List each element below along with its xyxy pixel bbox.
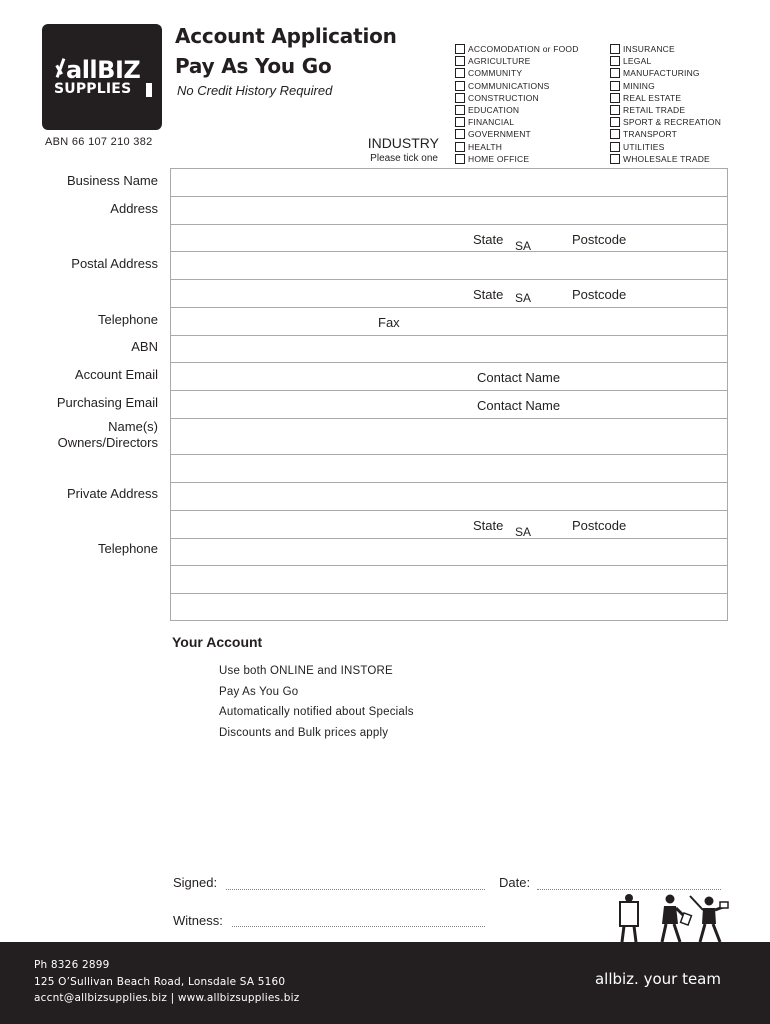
industry-label: INDUSTRY — [367, 135, 439, 151]
purchasing-email-field[interactable] — [171, 391, 727, 419]
footer-address: 125 O’Sullivan Beach Road, Lonsdale SA 5160 — [34, 976, 286, 988]
label-private-telephone: Telephone — [98, 541, 158, 556]
label-private-address: Private Address — [66, 486, 158, 501]
address-field[interactable] — [171, 197, 727, 225]
checkbox-icon[interactable] — [610, 129, 620, 139]
industry-option[interactable]: LEGAL — [610, 55, 721, 67]
footer-slogan: allbiz. your team — [594, 970, 721, 988]
checkbox-icon[interactable] — [455, 142, 465, 152]
leg-shape — [713, 924, 720, 942]
checkbox-icon[interactable] — [610, 81, 620, 91]
industry-option[interactable]: GOVERNMENT — [455, 128, 579, 140]
head-shape — [666, 895, 675, 904]
industry-option[interactable]: FINANCIAL — [455, 116, 579, 128]
private-telephone-field-2[interactable] — [171, 566, 727, 594]
telephone-field[interactable] — [171, 308, 727, 336]
postcode-label: Postcode — [572, 232, 627, 247]
owners-field[interactable] — [171, 419, 727, 455]
industry-option[interactable]: ACCOMODATION or FOOD — [455, 43, 579, 55]
company-abn: ABN 66 107 210 382 — [45, 136, 153, 148]
label-address: Address — [110, 201, 158, 216]
checkbox-icon[interactable] — [610, 56, 620, 66]
postcode-label: Postcode — [572, 518, 627, 533]
checkbox-icon[interactable] — [455, 129, 465, 139]
contact-name-label: Contact Name — [477, 398, 561, 413]
benefit-item: Automatically notified about Specials — [219, 706, 414, 718]
checkbox-icon[interactable] — [610, 105, 620, 115]
private-telephone-field-3[interactable] — [171, 594, 727, 621]
leg-shape — [674, 924, 680, 942]
checkbox-icon[interactable] — [610, 117, 620, 127]
checkbox-icon[interactable] — [455, 81, 465, 91]
industry-option[interactable]: RETAIL TRADE — [610, 104, 721, 116]
industry-hint: Please tick one — [370, 153, 438, 164]
page-subtitle: Pay As You Go — [175, 54, 332, 78]
private-state-row[interactable] — [171, 511, 727, 539]
head-shape — [625, 894, 633, 902]
industry-option[interactable]: WHOLESALE TRADE — [610, 153, 721, 165]
label-telephone: Telephone — [98, 312, 158, 327]
checkmark-icon — [52, 58, 64, 78]
head-shape — [705, 897, 714, 906]
state-label: State — [473, 232, 504, 247]
industry-option[interactable]: INSURANCE — [610, 43, 721, 55]
contact-name-label: Contact Name — [477, 370, 561, 385]
date-label: Date: — [499, 875, 531, 890]
board-shape — [620, 902, 638, 926]
page-title: Account Application — [175, 24, 397, 48]
checkbox-icon[interactable] — [455, 68, 465, 78]
postcode-label: Postcode — [572, 287, 627, 302]
address-state-row[interactable] — [171, 225, 727, 252]
industry-column-1 — [455, 43, 579, 165]
tagline: No Credit History Required — [177, 83, 333, 98]
your-account-heading: Your Account — [172, 634, 263, 650]
checkbox-icon[interactable] — [455, 154, 465, 164]
checkbox-icon[interactable] — [455, 105, 465, 115]
industry-column-2 — [610, 43, 721, 165]
checkbox-icon[interactable] — [610, 142, 620, 152]
leg-shape — [622, 926, 624, 942]
industry-option[interactable]: REAL ESTATE — [610, 92, 721, 104]
witness-label: Witness: — [173, 913, 223, 928]
benefit-item: Use both ONLINE and INSTORE — [219, 665, 393, 677]
private-telephone-field[interactable] — [171, 539, 727, 566]
logo-subtitle: SUPPLIES — [54, 81, 132, 97]
industry-option[interactable]: AGRICULTURE — [455, 55, 579, 67]
checkbox-icon[interactable] — [610, 93, 620, 103]
state-label: State — [473, 518, 504, 533]
industry-option[interactable]: UTILITIES — [610, 141, 721, 153]
abn-field[interactable] — [171, 336, 727, 363]
industry-option[interactable]: HEALTH — [455, 141, 579, 153]
industry-option[interactable]: CONSTRUCTION — [455, 92, 579, 104]
checkbox-icon[interactable] — [455, 56, 465, 66]
leg-shape — [634, 926, 636, 942]
label-postal-address: Postal Address — [71, 256, 158, 271]
leg-shape — [662, 924, 666, 942]
state-value: SA — [515, 239, 532, 253]
business-name-field[interactable] — [171, 169, 727, 197]
body-shape — [702, 908, 716, 924]
footer-contact-links[interactable]: accnt@allbizsupplies.biz | www.allbizsupplies.biz — [34, 992, 300, 1004]
signed-label: Signed: — [173, 875, 218, 890]
application-form — [170, 168, 728, 621]
team-figures-icon — [612, 892, 730, 944]
industry-option[interactable]: TRANSPORT — [610, 128, 721, 140]
trademark-tab — [146, 83, 152, 97]
checkbox-icon[interactable] — [455, 44, 465, 54]
label-purchasing-email: Purchasing Email — [56, 395, 158, 410]
industry-option[interactable]: COMMUNITY — [455, 67, 579, 79]
benefit-item: Pay As You Go — [219, 686, 299, 698]
industry-option[interactable]: MANUFACTURING — [610, 67, 721, 79]
industry-option[interactable]: HOME OFFICE — [455, 153, 579, 165]
postal-address-field[interactable] — [171, 252, 727, 280]
footer — [0, 942, 770, 1024]
industry-option[interactable]: COMMUNICATIONS — [455, 80, 579, 92]
pointer-shape — [690, 896, 703, 910]
leg-shape — [700, 924, 705, 942]
paper-shape — [720, 902, 728, 908]
industry-option[interactable]: SPORT & RECREATION — [610, 116, 721, 128]
state-label: State — [473, 287, 504, 302]
label-account-email: Account Email — [74, 367, 158, 382]
date-line[interactable] — [537, 889, 721, 890]
checkbox-icon[interactable] — [610, 44, 620, 54]
state-value: SA — [515, 525, 532, 539]
owners-field-continued[interactable] — [171, 455, 727, 483]
benefit-item: Discounts and Bulk prices apply — [219, 727, 389, 739]
checkbox-icon[interactable] — [455, 117, 465, 127]
label-abn: ABN — [131, 339, 158, 354]
label-business-name: Business Name — [66, 173, 158, 188]
label-owners: Name(s) Owners/Directors — [57, 419, 158, 450]
industry-option[interactable]: MINING — [610, 80, 721, 92]
checkbox-icon[interactable] — [610, 154, 620, 164]
checkbox-icon[interactable] — [610, 68, 620, 78]
witness-line[interactable] — [232, 926, 485, 927]
industry-option[interactable]: EDUCATION — [455, 104, 579, 116]
logo-wordmark: allBIZ — [52, 56, 140, 84]
footer-phone: Ph 8326 2899 — [34, 959, 110, 971]
account-email-field[interactable] — [171, 363, 727, 391]
postal-state-row[interactable] — [171, 280, 727, 308]
state-value: SA — [515, 291, 532, 305]
private-address-field[interactable] — [171, 483, 727, 511]
checkbox-icon[interactable] — [455, 93, 465, 103]
signed-line[interactable] — [226, 889, 485, 890]
fax-label: Fax — [378, 315, 400, 330]
